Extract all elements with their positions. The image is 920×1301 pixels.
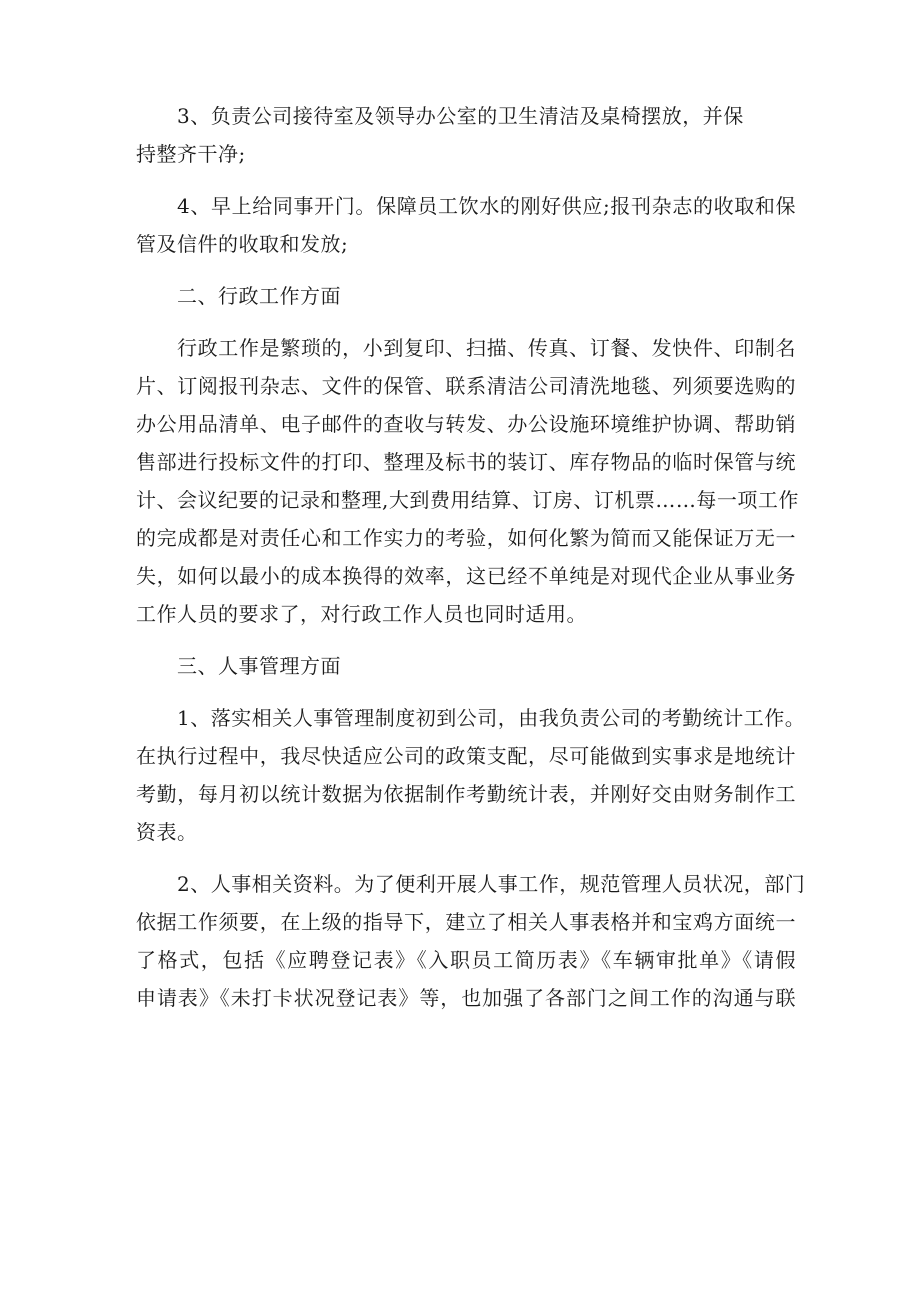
paragraph-admin-line-2: 片、订阅报刊杂志、文件的保管、联系清洁公司清洗地毯、列须要选购的 xyxy=(136,374,796,398)
paragraph-personnel-1-line-2: 在执行过程中，我尽快适应公司的政策支配，尽可能做到实事求是地统计 xyxy=(136,744,796,768)
document-body xyxy=(136,97,806,1017)
paragraph-admin-line-3: 办公用品清单、电子邮件的查收与转发、办公设施环境维护协调、帮助销 xyxy=(136,412,796,436)
paragraph-item-4-line-1: 4、早上给同事开门。保障员工饮水的刚好供应;报刊杂志的收取和保 xyxy=(177,194,796,218)
paragraph-personnel-2-line-2: 依据工作须要，在上级的指导下，建立了相关人事表格并和宝鸡方面统一 xyxy=(136,910,796,934)
section-heading-personnel: 三、人事管理方面 xyxy=(177,654,341,678)
paragraph-admin-line-8: 工作人员的要求了，对行政工作人员也同时适用。 xyxy=(136,602,587,626)
paragraph-personnel-1-line-1: 1、落实相关人事管理制度初到公司，由我负责公司的考勤统计工作。 xyxy=(177,706,806,730)
paragraph-personnel-2-line-1: 2、人事相关资料。为了便利开展人事工作，规范管理人员状况，部门 xyxy=(177,872,806,896)
section-heading-administrative: 二、行政工作方面 xyxy=(177,284,341,308)
paragraph-admin-line-4: 售部进行投标文件的打印、整理及标书的装订、库存物品的临时保管与统 xyxy=(136,450,796,474)
paragraph-personnel-1-line-4: 资表。 xyxy=(136,820,198,844)
paragraph-item-3-line-2: 持整齐干净; xyxy=(136,142,246,166)
paragraph-item-3-line-1: 3、负责公司接待室及领导办公室的卫生清洁及桌椅摆放，并保 xyxy=(177,104,744,128)
paragraph-personnel-1-line-3: 考勤，每月初以统计数据为依据制作考勤统计表，并刚好交由财务制作工 xyxy=(136,782,796,806)
paragraph-admin-line-5: 计、会议纪要的记录和整理,大到费用结算、订房、订机票……每一项工作 xyxy=(136,488,799,512)
paragraph-item-4-line-2: 管及信件的收取和发放; xyxy=(136,232,349,256)
paragraph-personnel-2-line-4: 申请表》《未打卡状况登记表》等，也加强了各部门之间工作的沟通与联 xyxy=(136,986,796,1010)
paragraph-admin-line-6: 的完成都是对责任心和工作实力的考验，如何化繁为简而又能保证万无一 xyxy=(136,526,796,550)
paragraph-admin-line-7: 失，如何以最小的成本换得的效率，这已经不单纯是对现代企业从事业务 xyxy=(136,564,796,588)
paragraph-admin-line-1: 行政工作是繁琐的，小到复印、扫描、传真、订餐、发快件、印制名 xyxy=(177,336,796,360)
paragraph-personnel-2-line-3: 了格式，包括《应聘登记表》《入职员工简历表》《车辆审批单》《请假 xyxy=(136,948,796,972)
